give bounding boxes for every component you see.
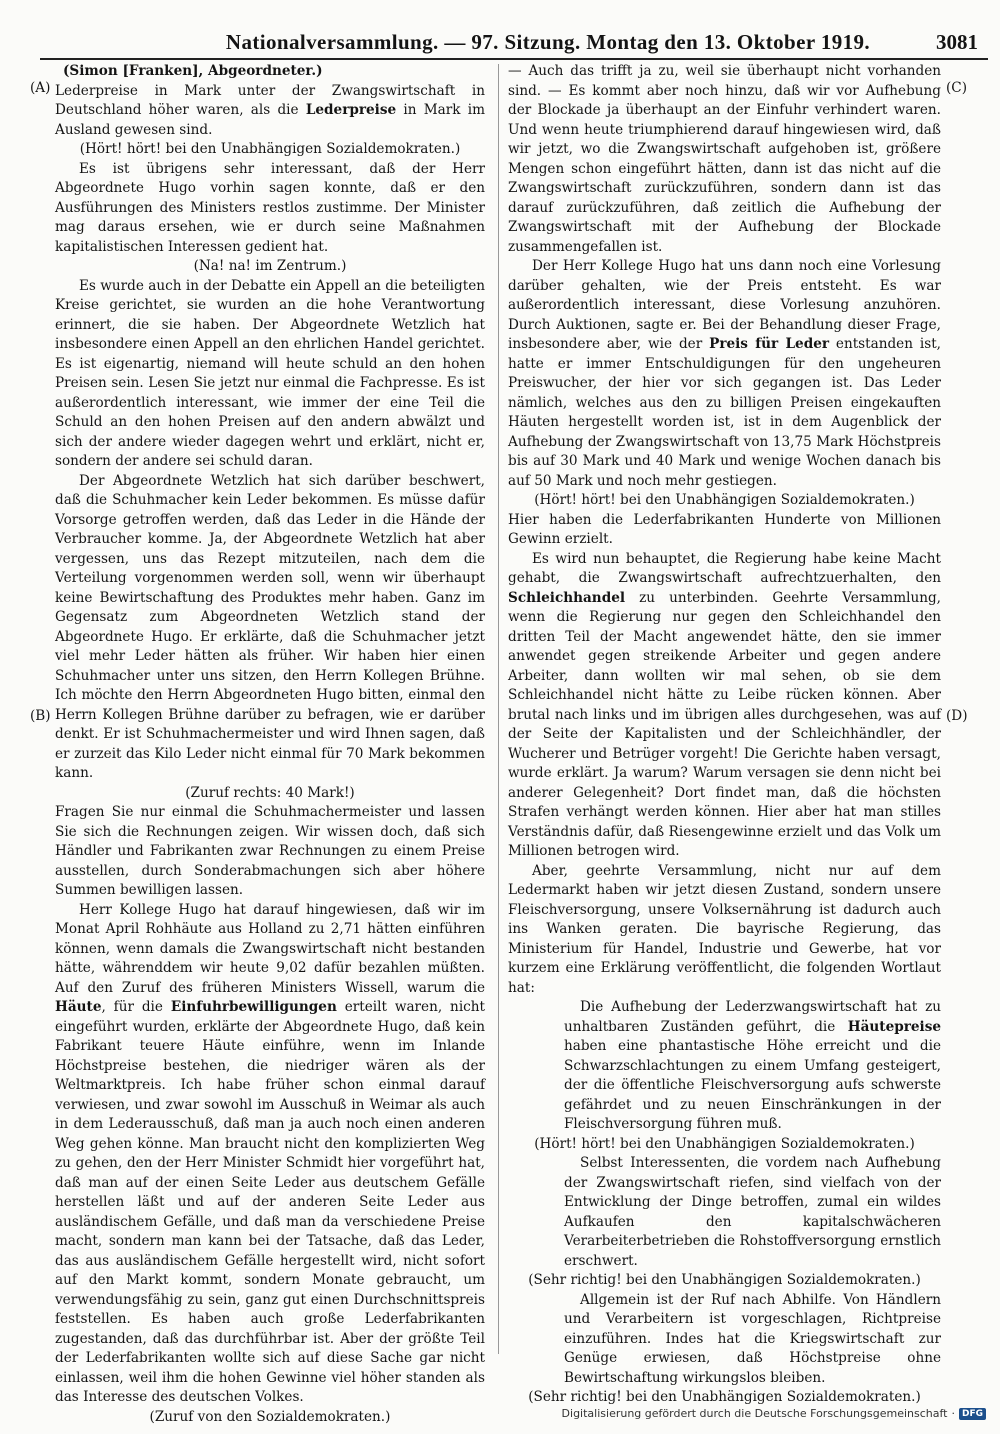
separator-dot: ·	[951, 1407, 955, 1420]
left-column	[55, 62, 485, 1427]
interjection	[55, 257, 485, 277]
paragraph	[508, 257, 941, 491]
text-run: (Zuruf rechts: 40 Mark!)	[185, 784, 355, 801]
interjection	[55, 784, 485, 804]
emphasis-text: Einfuhrbewilligungen	[170, 999, 337, 1015]
text-run: (Zuruf von den Sozialdemokraten.)	[149, 1408, 391, 1425]
text-run: (Hört! hört! bei den Unabhängigen Sozialdemokraten.)	[79, 141, 461, 157]
interjection	[55, 1408, 485, 1428]
text-run: haben eine phantastische Höhe erreicht und die Schwarzschlachtungen zu einem Umfang gesteigert, der die öffentliche Fleischversorgung aufs schwerste gefährdet und zu neuen Einschränkungen in der Fleischversorgung führen muß.	[564, 1038, 941, 1132]
emphasis-text: Häutepreise	[847, 1018, 941, 1035]
header-title: Nationalversammlung. — 97. Sitzung. Montag den 13. Oktober 1919.	[225, 30, 871, 54]
right-column	[508, 62, 941, 1408]
text-run: Es wird nun behauptet, die Regierung habe keine Macht gehabt, die Zwangswirtschaft aufrechtzuerhalten, den	[508, 550, 941, 586]
text-run: Der Herr Kollege Hugo hat uns dann noch eine Vorlesung darüber gehalten, wie der Preis entsteht. Es war außerordentlich interessant, diese Vorlesung anzuhören. Durch Auktionen, sagte er. Bei der Behandlung dieser Frage, insbesondere aber, wie der	[508, 258, 941, 352]
emphasis-text: Häute	[55, 999, 102, 1015]
speaker-label: (Simon [Franken], Abgeordneter.)	[63, 63, 323, 79]
paragraph	[55, 277, 485, 472]
text-run: Herr Kollege Hugo hat darauf hingewiesen, daß wir im Monat April Rohhäute aus Holland zu 2,71 hätten einführen können, wenn damals die Zwangswirtschaft nicht bestanden hätte, währenddem wir heute 9,02 dafür bezahlen müßten. Auf den Zuruf des früheren Ministers Wissell, warum die	[55, 901, 485, 996]
text-run: Es wurde auch in der Debatte ein Appell an die beteiligten Kreise gerichtet, sie wurden an die hohe Verantwortung erinnert, die sie haben. Der Abgeordnete Wetzlich hat insbesondere einen Appell an den ehrlichen Handel gerichtet. Es ist eigenartig, niemand will heute schuld an den hohen Preisen sein. Lesen Sie jetzt nur einmal die Fachpresse. Es ist außerordentlich interessant, wie immer der eine Teil die Schuld an den hohen Preisen auf den andern abwälzt und sich der andere wieder dagegen wehrt und erklärt, nicht er, sondern der andere sei schuld daran.	[55, 277, 485, 469]
column-divider	[498, 64, 499, 1354]
text-run: erteilt waren, nicht eingeführt wurden, erklärte der Abgeordnete Hugo, daß kein Fabrikant teuere Häute einführe, wenn im Inlande Höchstpreise bestehen, die niedriger wären als der Weltmarktpreis. Ich habe früher schon einmal darauf verwiesen, und zwar sowohl im Ausschuß in Weimar als auch in dem Lederausschuß, daß man ja auch noch einen anderen Weg gehen könne. Man braucht nicht den komplizierten Weg zu gehen, den der Herr Minister Schmidt hier vorgeführt hat, daß man auf der einen Seite Leder aus deutschem Gefälle herstellen läßt und auf der anderen Seite Leder aus ausländischem Gefälle, und daß man da verschiedene Preise macht, sondern man kann bei der Tatsache, daß das Leder, das aus ausländischem Gefälle hergestellt wird, nicht sofort auf den Markt kommt, sondern Monate gebraucht, um verwendungsfähig zu sein, ganz gut einen Durchschnittspreis feststellen. Es haben auch große Lederfabrikanten zugestanden, daß das durchführbar ist. Aber der größte Teil der Lederfabrikanten wollte sich auf diese Sache gar nicht einlassen, weil ihm die hohen Gewinne viel höher standen als das Interesse des deutschen Volkes.	[55, 999, 485, 1405]
paragraph	[508, 550, 941, 862]
quoted-text	[508, 1291, 941, 1389]
paragraph	[508, 511, 941, 550]
footer	[562, 1407, 986, 1420]
text-run: Die Aufhebung der Lederzwangswirtschaft hat zu unhaltbaren Zuständen geführt, die	[564, 999, 941, 1035]
text-run: entstanden ist, hatte er immer Entschuldigungen für den ungeheuren Preiswucher, der hier vor sich gegangen ist. Das Leder nämlich, welches aus den zu billigen Preisen eingekauften Häuten hergestellt worden ist, ist in dem Augenblick der Aufhebung der Zwangswirtschaft von 13,75 Mark Höchstpreis bis auf 30 Mark und 40 Mark und wenige Wochen danach bis auf 50 Mark und noch mehr gestiegen.	[508, 336, 941, 489]
paragraph	[55, 803, 485, 901]
dfg-logo-icon: DFG	[959, 1408, 986, 1420]
text-run: Aber, geehrte Versammlung, nicht nur auf dem Ledermarkt haben wir jetzt diesen Zustand, sondern unsere Fleischversorgung, unsere Volksernährung ist dadurch auch ins Wanken geraten. Die bayrische Regierung, das Ministerium für Handel, Industrie und Gewerbe, hat vor kurzem eine Erklärung veröffentlicht, die folgenden Wortlaut hat:	[508, 862, 941, 996]
margin-marker-c: (C)	[946, 80, 968, 96]
margin-marker-b: (B)	[30, 708, 51, 724]
text-run: zu unterbinden. Geehrte Versammlung, wenn die Regierung nur gegen den Schleichhandel den dritten Teil der Macht angewendet hätte, den sie immer anwendet gegen streikende Arbeiter und gegen andere Arbeiter, dann wollten wir mal sehen, ob sie dem Schleichhandel nicht hätte zu Leibe rücken können. Aber brutal nach links und im übrigen alles durchgesehen, was auf der Seite der Kapitalisten und der Schleichhändler, der Wucherer und Betrüger vorgeht! Die Gerichte haben versagt, wurde erklärt. Ja warum? Warum versagen sie denn nicht bei anderer Gelegenheit? Dort findet man, daß die höchsten Strafen verhängt werden können. Hier aber hat man stilles Verständnis dafür, daß Riesengewinne erzielt und das Volk um Millionen betrogen wird.	[508, 589, 941, 859]
text-run: Der Abgeordnete Wetzlich hat sich darüber beschwert, daß die Schuhmacher kein Leder bekommen. Es müsse dafür Vorsorge getroffen werden, daß das Leder in die Hände der Verbraucher komme. Ja, der Abgeordnete Wetzlich hat aber vergessen, uns das Rezept mitzuteilen, nach dem die Verteilung vorgenommen werden soll, wenn wir überhaupt keine Bewirtschaftung des Produktes mehr haben. Ganz im Gegensatz zum Abgeordneten Wetzlich stand der Abgeordnete Hugo. Er erklärte, daß die Schuhmacher jetzt viel mehr Leder hätten als früher. Wir haben hier einen Schuhmacher unter uns sitzen, den Herrn Kollegen Brühne. Ich möchte den Herrn Abgeordneten Hugo bitten, einmal den Herrn Kollegen Brühne darüber zu befragen, wie er darüber denkt. Er ist Schuhmachermeister und wird Ihnen sagen, daß er zurzeit das Kilo Leder nicht einmal für 70 Mark bekommen kann.	[55, 472, 485, 781]
text-run: in Mark im Ausland gewesen sind.	[55, 102, 486, 138]
header-rule	[40, 58, 988, 60]
page-header	[200, 30, 984, 56]
paragraph	[55, 160, 485, 258]
emphasis-text: Lederpreise	[305, 102, 397, 118]
text-run: (Hört! hört! bei den Unabhängigen Sozialdemokraten.)	[534, 1135, 915, 1152]
paragraph	[508, 62, 941, 257]
text-run: — Auch das trifft ja zu, weil sie überhaupt nicht vorhanden sind. — Es kommt aber noch hinzu, daß wir vor Aufhebung der Blockade ja überhaupt an der Einfuhr verhindert waren. Und wenn heute triumphierend darauf hingewiesen wird, daß wir jetzt, wo die Zwangswirtschaft aufgehoben ist, größere Mengen schon eingeführt hätten, dann ist das nicht auf die Zwangswirtschaft zurückzuführen, sondern dann ist das darauf zurückzuführen, daß zeitlich die Aufhebung der Zwangswirtschaft mit der Aufhebung der Blockade zusammengefallen ist.	[508, 63, 941, 255]
text-run: Fragen Sie nur einmal die Schuhmachermeister und lassen Sie sich die Rechnungen zeigen. Wir wissen doch, daß sich Händler und Fabrikanten zwar Rechnungen zu einem Preise ausstellen, durch Sonderabmachungen sich aber höhere Summen bewilligen lassen.	[55, 804, 485, 898]
interjection	[508, 1135, 941, 1155]
interjection	[508, 1271, 941, 1291]
text-run: (Sehr richtig! bei den Unabhängigen Sozialdemokraten.)	[528, 1389, 921, 1405]
interjection	[508, 1388, 941, 1408]
footer-credit: Digitalisierung gefördert durch die Deutsche Forschungsgemeinschaft	[561, 1407, 948, 1420]
interjection	[508, 491, 941, 511]
emphasis-text: Schleichhandel	[508, 589, 626, 606]
interjection	[55, 140, 485, 160]
paragraph	[55, 901, 485, 1408]
text-run: Lederpreise in Mark unter der Zwangswirtschaft in Deutschland höher waren, als die	[55, 82, 485, 118]
text-run: , für die	[101, 999, 171, 1015]
quoted-text	[508, 1154, 941, 1271]
paragraph	[508, 862, 941, 999]
paragraph	[55, 472, 485, 784]
text-run: Allgemein ist der Ruf nach Abhilfe. Von Händlern und Verarbeitern ist vorgeschlagen, Richtpreise einzuführen. Indes hat die Kriegswirtschaft zur Genüge erwiesen, daß Höchstpreise ohne Bewirtschaftung wirkungslos bleiben.	[564, 1291, 941, 1386]
quoted-text	[508, 998, 941, 1135]
text-run: Es ist übrigens sehr interessant, daß der Herr Abgeordnete Hugo vorhin sagen konnte, daß er den Ausführungen des Ministers restlos zustimme. Der Minister mag daraus ersehen, wie er durch seine Maßnahmen kapitalistischen Interessen gedient hat.	[55, 160, 485, 255]
text-run: (Hört! hört! bei den Unabhängigen Sozialdemokraten.)	[534, 492, 915, 508]
margin-marker-a: (A)	[30, 80, 51, 96]
text-run: (Na! na! im Zentrum.)	[193, 258, 347, 274]
page-number: 3081	[936, 30, 978, 54]
text-run: Hier haben die Lederfabrikanten Hunderte von Millionen Gewinn erzielt.	[508, 511, 941, 547]
emphasis-text: Preis für Leder	[709, 336, 830, 352]
paragraph	[55, 82, 485, 141]
margin-marker-d: (D)	[946, 708, 968, 724]
text-run: (Sehr richtig! bei den Unabhängigen Sozialdemokraten.)	[528, 1272, 921, 1288]
text-run: Selbst Interessenten, die vordem nach Aufhebung der Zwangswirtschaft riefen, sind vielfach von der Entwicklung der Dinge betroffen, zumal ein wildes Aufkaufen den kapitalschwächeren Verarbeiterbetrieben die Rohstoffversorgung ernstlich erschwert.	[564, 1155, 941, 1269]
